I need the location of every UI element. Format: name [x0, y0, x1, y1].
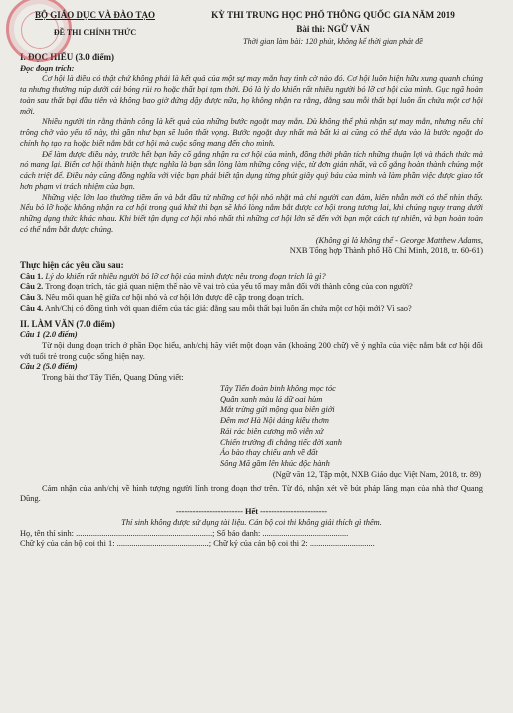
exam-subject: Bài thi: NGỮ VĂN [296, 23, 370, 34]
question-1 [20, 272, 483, 283]
passage-paragraph: Để làm được điều này, trước hết bạn hãy cố gắng nhận ra cơ hội của mình, đồng thời phân tích những thuận lợi và thách thức mà nó mang lại. Biến cơ hội thành hiện thực nghĩa là bạn sẵn lòng làm những công việc, từ đơn giản nhất, và cố gắng hoàn thành chúng một cách triệt để. Điều này cũng đồng nghĩa với việc bạn phải biết tận dụng từng phút giây quý báu của mình và làm phần việc được giao tốt hơn phạm vi trách nhiệm của bạn. [20, 149, 483, 191]
poem-line: Rải rác biên cương mồ viễn xứ [220, 426, 324, 436]
exam-title: KỲ THI TRUNG HỌC PHỔ THÔNG QUỐC GIA NĂM 2019 [211, 10, 455, 20]
question-label: Câu 3. [20, 293, 44, 303]
poem-source: (Ngữ văn 12, Tập một, NXB Giáo dục Việt Nam, 2018, tr. 89) [272, 469, 481, 479]
instructions: Thực hiện các yêu cầu sau: [20, 260, 124, 271]
section1-title: I. ĐỌC HIỂU (3.0 điểm) [20, 52, 114, 62]
question-text: Anh/Chị có đồng tình với quan điểm của tác giả: đằng sau mỗi thất bại luôn ẩn chứa một cơ hội mới? Vì sao? [44, 303, 412, 313]
poem-line: Áo bào thay chiếu anh về đất [220, 448, 318, 458]
passage-paragraph: Nhiều người tin rằng thành công là kết quả của những bước ngoặt may mắn. Dù không thể phủ nhận sự may mắn, nhưng nếu chỉ trông chờ vào yếu tố này, thì gần như bạn sẽ luôn thất vọng. Bước ngoặt duy nhất mà bất kì ai cũng có thể dựa vào là bước ngoặt do chính họ tạo ra hoặc biết nắm bắt cơ hội mà cuộc sống mang đến cho mình. [20, 117, 483, 148]
question-label: Câu 2. [20, 282, 44, 292]
ministry-name: BỘ GIÁO DỤC VÀ ĐÀO TẠO [35, 10, 155, 20]
question-label: Câu 1. [20, 271, 44, 281]
poem-line: Mắt trừng gửi mộng qua biên giới [220, 405, 335, 415]
end-marker: ------------------------ Hết ------------------------ [175, 507, 328, 517]
question-label: Câu 4. [20, 303, 44, 313]
poem-excerpt [220, 384, 483, 470]
header-right [183, 8, 483, 52]
exam-header [20, 8, 483, 52]
section2-title: II. LÀM VĂN (7.0 điểm) [20, 318, 115, 329]
exam-note: Thí sinh không được sử dụng tài liệu. Cán bộ coi thi không giải thích gì thêm. [121, 517, 382, 527]
passage-paragraph: Cơ hội là điều có thật chứ không phải là kết quả của một sự may mắn hay tình cờ nào đó. Cơ hội luôn hiện hữu xung quanh chúng ta nhưng thường núp dưới cái bóng rủi ro hoặc thất bại tạm thời. Đó là lý do khiến rất nhiều người bỏ lỡ cơ hội của mình. Gục ngã hoàn toàn sau thất bại đầu tiên và không bao giờ đứng dậy được nữa, họ không nhận ra rằng, đằng sau mỗi thất bại luôn ẩn chứa một cơ hội mới. [20, 74, 483, 116]
question-4 [20, 304, 483, 315]
question-3 [20, 293, 483, 304]
passage-paragraph: Những việc lớn lao thường tiềm ẩn và bắt đầu từ những cơ hội nhỏ nhặt mà chỉ người can đảm, kiên nhẫn mới có thể nhìn thấy. Nếu bỏ lỡ hoặc không nhận ra cơ hội trong quá khứ thì bạn sẽ khó lòng nắm bắt được cơ hội trong tương lai, khi chúng nguy trang dưới những dạng thức khác nhau. Khi biết tận dụng cơ hội nhỏ nhất thì những cơ hội lớn sẽ đến với bạn một cách tự nhiên, và bạn hoàn toàn có thể nắm bắt được chúng. [20, 192, 483, 234]
question-text: Lý do khiến rất nhiều người bỏ lỡ cơ hội của mình được nêu trong đoạn trích là gì? [45, 271, 326, 281]
proctor-sign-line: Chữ ký của cán bộ coi thi 1: ............................................; Chữ ký của cán bộ coi thi 2: ............................... [20, 539, 375, 549]
essay-q1-label: Câu 1 (2.0 điểm) [20, 330, 78, 340]
passage-source: (Không gì là không thể - George Matthew Adams, [315, 235, 483, 245]
candidate-name-line: Họ, tên thí sinh: .................................................................; Số báo danh: ......................................... [20, 528, 349, 538]
passage-publisher: NXB Tổng hợp Thành phố Hồ Chí Minh, 2018, tr. 60-61) [289, 246, 483, 256]
poem-line: Chiến trường đi chẳng tiếc đời xanh [220, 437, 342, 447]
official-label: ĐỀ THI CHÍNH THỨC [53, 27, 137, 37]
essay-q2-label: Câu 2 (5.0 điểm) [20, 362, 78, 372]
question-text: Trong đoạn trích, tác giả quan niệm thế nào về vai trò của yếu tố may mắn đối với thành công của con người? [45, 282, 413, 292]
poem-line: Đêm mơ Hà Nội dáng kiều thơm [220, 416, 329, 426]
section1-subtitle: Đọc đoạn trích: [20, 63, 75, 73]
essay-q2-task: Cảm nhận của anh/chị về hình tượng người lính trong đoạn thơ trên. Từ đó, nhận xét về bút pháp lãng mạn của nhà thơ Quang Dũng. [20, 483, 483, 504]
poem-line: Tây Tiến đoàn binh không mọc tóc [220, 383, 336, 393]
poem-line: Sông Mã gầm lên khúc độc hành [220, 459, 330, 469]
essay-q1-text: Từ nội dung đoạn trích ở phần Đọc hiểu, anh/chị hãy viết một đoạn văn (khoảng 200 chữ) về ý nghĩa của việc nắm bắt cơ hội đối với tuổi trẻ trong cuộc sống hiện nay. [20, 340, 483, 361]
header-left [20, 8, 170, 52]
exam-time: Thời gian làm bài: 120 phút, không kể thời gian phát đề [243, 37, 423, 47]
question-text: Nêu mối quan hệ giữa cơ hội nhỏ và cơ hội lớn được đề cập trong đoạn trích. [45, 293, 304, 303]
poem-line: Quân xanh màu lá dữ oai hùm [220, 394, 323, 404]
essay-q2-intro: Trong bài thơ Tây Tiến, Quang Dũng viết: [42, 373, 184, 383]
question-2 [20, 282, 483, 293]
